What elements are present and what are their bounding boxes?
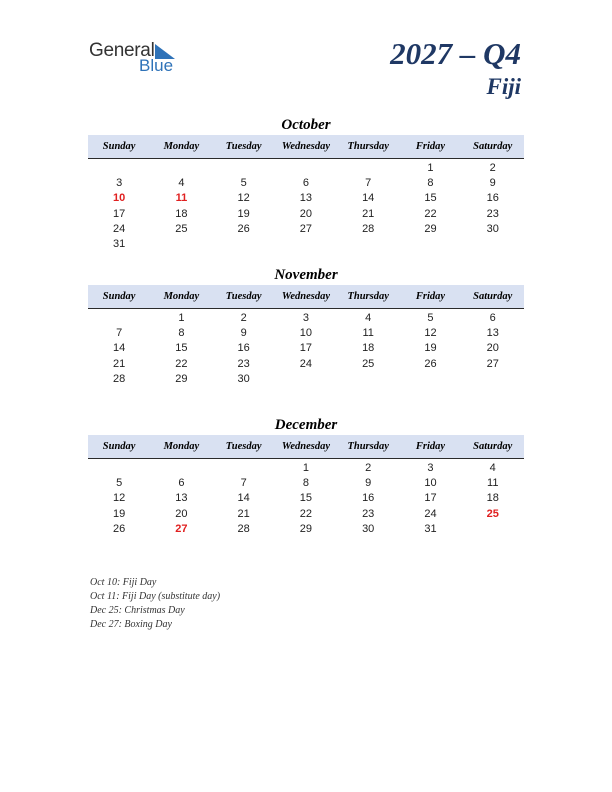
day-cell: 25 (362, 357, 375, 370)
day-cell: 19 (113, 507, 126, 520)
weekday-header-row (88, 285, 524, 309)
day-cell: 1 (302, 461, 309, 474)
week-row (88, 325, 524, 340)
day-cell: 26 (424, 357, 437, 370)
weekday-header-row (88, 135, 524, 159)
day-cell: 24 (113, 222, 126, 235)
day-cell: 30 (486, 222, 499, 235)
month-calendar-october (88, 115, 524, 252)
day-cell: 26 (113, 522, 126, 535)
day-cell: 24 (424, 507, 437, 520)
day-cell: 9 (489, 176, 496, 189)
day-cell: 18 (486, 492, 499, 505)
day-cell: 22 (424, 207, 437, 220)
weekday-label: Saturday (473, 441, 513, 452)
weekday-label: Thursday (347, 291, 389, 302)
day-cell: 24 (299, 357, 313, 370)
week-row (88, 371, 524, 386)
day-cell: 23 (362, 507, 375, 520)
weekday-label: Tuesday (225, 141, 262, 152)
day-cell: 21 (113, 357, 126, 370)
day-cell: 12 (237, 192, 250, 205)
day-cell: 28 (237, 522, 250, 535)
day-cell: 10 (299, 326, 313, 339)
month-calendar-december (88, 415, 524, 536)
day-cell: 14 (237, 492, 250, 505)
weekday-label: Friday (415, 441, 446, 452)
week-row (88, 191, 524, 206)
day-cell: 21 (237, 507, 250, 520)
day-cell: 8 (178, 326, 185, 339)
day-cell: 22 (175, 357, 188, 370)
weekday-label: Tuesday (225, 441, 262, 452)
day-cell: 19 (424, 342, 437, 355)
day-cell: 13 (175, 492, 188, 505)
weekday-label: Wednesday (281, 141, 331, 152)
day-cell: 21 (362, 207, 375, 220)
holiday-note: Oct 11: Fiji Day (substitute day) (90, 591, 221, 602)
day-cell: 5 (240, 176, 247, 189)
week-row (88, 521, 524, 536)
day-cell: 20 (299, 207, 313, 220)
day-cell: 15 (175, 342, 188, 355)
day-cell: 1 (178, 311, 185, 324)
week-row (88, 341, 524, 356)
page-subtitle: Fiji (486, 74, 521, 99)
day-cell: 31 (113, 238, 126, 251)
day-cell: 13 (486, 326, 499, 339)
week-row (88, 491, 524, 506)
day-cell: 16 (237, 342, 250, 355)
weekday-label: Sunday (102, 441, 136, 452)
day-cell: 28 (113, 372, 126, 385)
logo-word-blue: Blue (139, 56, 174, 75)
day-cell: 22 (299, 507, 313, 520)
day-cell: 9 (365, 476, 372, 489)
day-cell: 15 (299, 492, 313, 505)
day-cell: 29 (299, 522, 313, 535)
day-cell: 1 (427, 161, 434, 174)
day-cell: 7 (365, 176, 372, 189)
day-cell: 31 (424, 522, 437, 535)
day-cell: 4 (489, 461, 496, 474)
weekday-label: Thursday (347, 441, 389, 452)
page-title: 2027 – Q4 (390, 36, 521, 71)
day-cell: 30 (362, 522, 375, 535)
day-cell: 4 (178, 176, 185, 189)
day-cell: 3 (427, 461, 434, 474)
weekday-label: Saturday (473, 141, 513, 152)
week-row (88, 221, 524, 236)
day-cell: 18 (362, 342, 375, 355)
weekday-label: Sunday (102, 141, 136, 152)
day-cell: 10 (113, 192, 126, 205)
day-cell: 26 (237, 222, 250, 235)
day-cell: 25 (486, 507, 499, 520)
day-cell: 12 (113, 492, 126, 505)
weekday-label: Monday (163, 441, 200, 452)
day-cell: 4 (365, 311, 372, 324)
generalblue-logo (89, 40, 189, 76)
day-cell: 7 (116, 326, 123, 339)
day-cell: 27 (299, 222, 313, 235)
week-row (88, 236, 524, 251)
day-cell: 7 (240, 476, 247, 489)
day-cell: 5 (116, 476, 123, 489)
day-cell: 12 (424, 326, 437, 339)
day-cell: 6 (489, 311, 496, 324)
weekday-label: Wednesday (281, 441, 331, 452)
week-row (88, 310, 524, 325)
weekday-label: Thursday (347, 141, 389, 152)
day-cell: 13 (299, 192, 313, 205)
day-cell: 3 (302, 311, 309, 324)
day-cell: 6 (302, 176, 309, 189)
day-cell: 30 (237, 372, 250, 385)
month-name: November (274, 267, 338, 283)
week-row (88, 356, 524, 371)
weekday-label: Monday (163, 141, 200, 152)
weekday-label: Friday (415, 141, 446, 152)
day-cell: 25 (175, 222, 188, 235)
month-calendar-november (88, 265, 524, 386)
day-cell: 9 (240, 326, 247, 339)
day-cell: 29 (424, 222, 437, 235)
week-row (88, 160, 524, 175)
week-row (88, 506, 524, 521)
day-cell: 28 (362, 222, 375, 235)
day-cell: 14 (113, 342, 126, 355)
holiday-note: Dec 25: Christmas Day (90, 605, 185, 616)
week-row (88, 175, 524, 190)
day-cell: 8 (302, 476, 309, 489)
day-cell: 17 (424, 492, 437, 505)
day-cell: 11 (362, 326, 374, 339)
day-cell: 8 (427, 176, 434, 189)
day-cell: 23 (237, 357, 250, 370)
month-name: December (274, 417, 338, 433)
logo-word-general: General (89, 40, 155, 61)
day-cell: 2 (489, 161, 496, 174)
day-cell: 6 (178, 476, 185, 489)
day-cell: 27 (486, 357, 499, 370)
weekday-label: Saturday (473, 291, 513, 302)
day-cell: 15 (424, 192, 437, 205)
day-cell: 18 (175, 207, 188, 220)
day-cell: 16 (362, 492, 375, 505)
weekday-header-row (88, 435, 524, 459)
weekday-label: Monday (163, 291, 200, 302)
holiday-notes (90, 576, 220, 632)
week-row (88, 475, 524, 490)
day-cell: 23 (486, 207, 499, 220)
day-cell: 3 (116, 176, 123, 189)
day-cell: 20 (486, 342, 499, 355)
day-cell: 11 (175, 192, 188, 205)
day-cell: 20 (175, 507, 188, 520)
day-cell: 17 (299, 342, 313, 355)
day-cell: 5 (427, 311, 434, 324)
week-row (88, 206, 524, 221)
day-cell: 19 (237, 207, 250, 220)
day-cell: 10 (424, 476, 437, 489)
day-cell: 2 (240, 311, 247, 324)
day-cell: 27 (175, 522, 188, 535)
month-name: October (281, 117, 331, 133)
weekday-label: Wednesday (281, 291, 331, 302)
weekday-label: Sunday (102, 291, 136, 302)
week-row (88, 460, 524, 475)
day-cell: 2 (365, 461, 372, 474)
day-cell: 14 (362, 192, 375, 205)
weekday-label: Friday (415, 291, 446, 302)
day-cell: 16 (486, 192, 499, 205)
day-cell: 29 (175, 372, 188, 385)
holiday-note: Dec 27: Boxing Day (90, 619, 172, 630)
weekday-label: Tuesday (225, 291, 262, 302)
day-cell: 17 (113, 207, 126, 220)
holiday-note: Oct 10: Fiji Day (90, 577, 157, 588)
day-cell: 11 (487, 476, 499, 489)
